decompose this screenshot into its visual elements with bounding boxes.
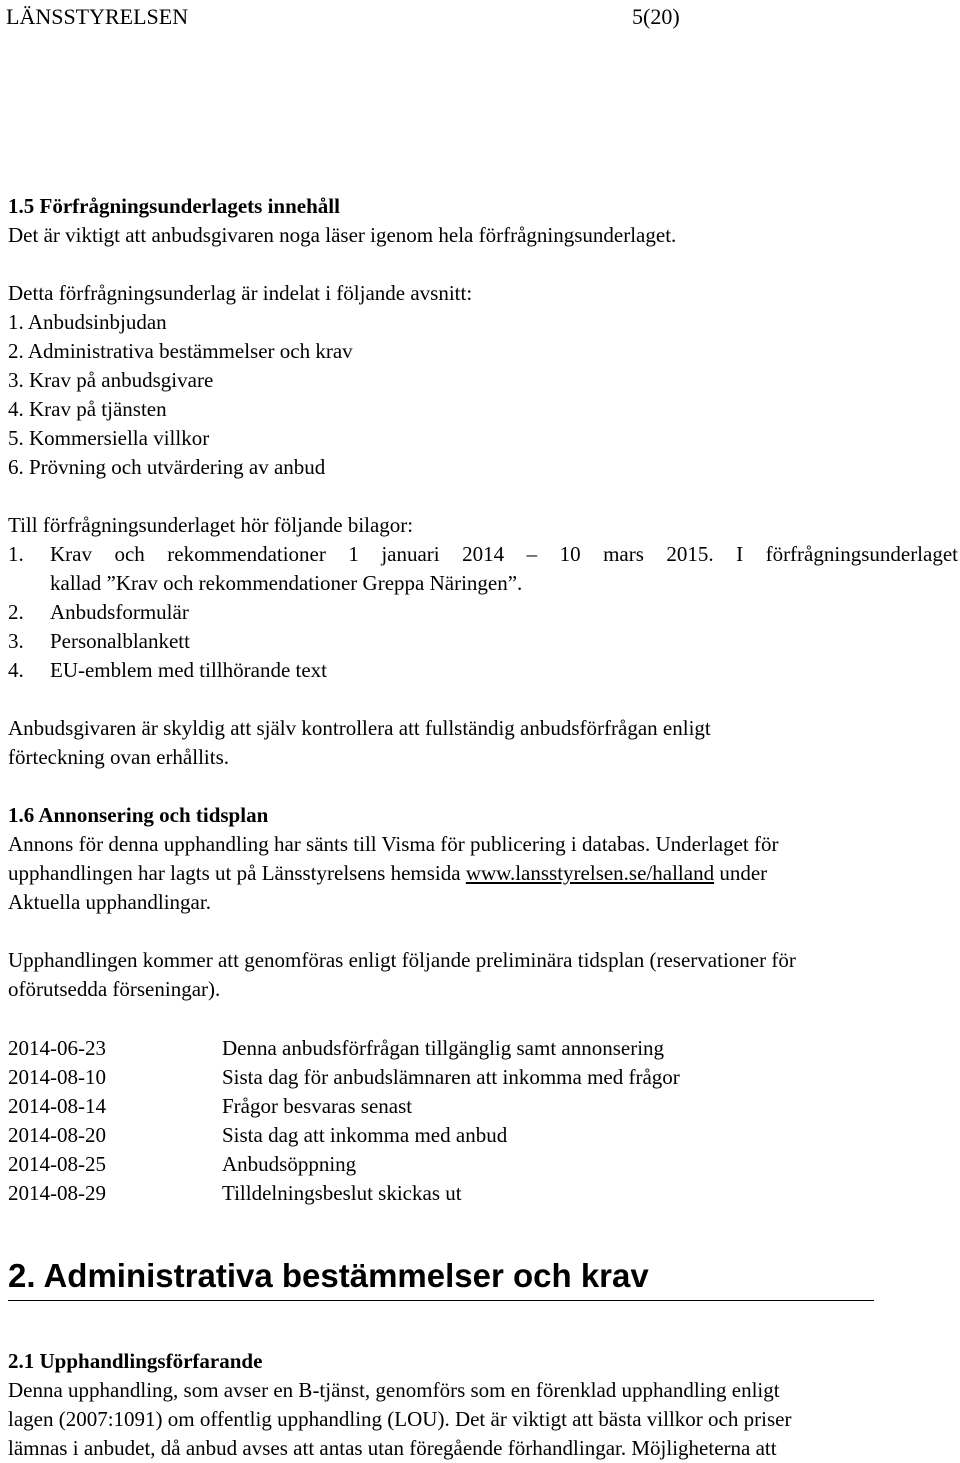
timeline-date: 2014-08-10 — [8, 1065, 106, 1089]
attachment-number: 4. — [8, 658, 24, 682]
chapter-divider — [8, 1300, 874, 1301]
timeline-event: Denna anbudsförfrågan tillgänglig samt annonsering — [222, 1036, 665, 1060]
attachment-text: Anbudsformulär — [50, 600, 189, 624]
check-statement: Anbudsgivaren är skyldig att själv kontrollera att fullständig anbudsförfrågan enligt — [8, 716, 711, 740]
timeline-date: 2014-08-25 — [8, 1152, 106, 1176]
section-list-item: 2. Administrativa bestämmelser och krav — [8, 339, 353, 363]
section-list-item: 4. Krav på tjänsten — [8, 397, 167, 421]
attachment-text: Krav och rekommendationer 1 januari 2014 – 10 mars 2015. I förfrågningsunderlaget — [50, 542, 958, 566]
check-statement-continued: förteckning ovan erhållits. — [8, 745, 230, 769]
header-org: LÄNSSTYRELSEN — [6, 4, 189, 29]
procedure-text: lagen (2007:1091) om offentlig upphandling (LOU). Det är viktigt att bästa villkor och priser — [8, 1407, 792, 1431]
attachments-intro: Till förfrågningsunderlaget hör följande bilagor: — [8, 513, 414, 537]
timeplan-intro-continued: oförutsedda förseningar). — [8, 977, 221, 1001]
procedure-text: lämnas i anbudet, då anbud avses att antas utan föregående förhandlingar. Möjligheterna att — [8, 1436, 777, 1460]
timeline-date: 2014-08-14 — [8, 1094, 106, 1118]
announcement-text-line2 — [8, 859, 767, 888]
attachment-text: EU-emblem med tillhörande text — [50, 658, 327, 682]
chapter-2-heading: 2. Administrativa bestämmelser och krav — [8, 1257, 649, 1294]
section-list-item: 5. Kommersiella villkor — [8, 426, 210, 450]
attachment-text: Personalblankett — [50, 629, 190, 653]
attachment-number: 3. — [8, 629, 24, 653]
header-page-number: 5(20) — [632, 4, 680, 29]
sections-intro: Detta förfrågningsunderlag är indelat i följande avsnitt: — [8, 281, 473, 305]
announcement-text-line3: Aktuella upphandlingar. — [8, 890, 211, 914]
timeline-event: Sista dag att inkomma med anbud — [222, 1123, 508, 1147]
section-1-5-heading: 1.5 Förfrågningsunderlagets innehåll — [8, 194, 340, 218]
timeline-event: Tilldelningsbeslut skickas ut — [222, 1181, 462, 1205]
timeline-date: 2014-08-20 — [8, 1123, 106, 1147]
attachment-number: 2. — [8, 600, 24, 624]
announcement-text-after-link: under — [714, 861, 768, 885]
section-2-1-heading: 2.1 Upphandlingsförfarande — [8, 1349, 263, 1373]
announcement-text-before-link: upphandlingen har lagts ut på Länsstyrelsens hemsida — [8, 861, 466, 885]
section-list-item: 3. Krav på anbudsgivare — [8, 368, 214, 392]
timeplan-intro: Upphandlingen kommer att genomföras enligt följande preliminära tidsplan (reservationer för — [8, 948, 796, 972]
section-1-6-heading: 1.6 Annonsering och tidsplan — [8, 803, 269, 827]
section-list-item: 6. Prövning och utvärdering av anbud — [8, 455, 326, 479]
timeline-event: Frågor besvaras senast — [222, 1094, 413, 1118]
procedure-text: Denna upphandling, som avser en B-tjänst, genomförs som en förenklad upphandling enligt — [8, 1378, 780, 1402]
attachment-text-continued: kallad ”Krav och rekommendationer Greppa Näringen”. — [50, 571, 523, 595]
timeline-event: Anbudsöppning — [222, 1152, 357, 1176]
announcement-text: Annons för denna upphandling har sänts till Visma för publicering i databas. Underlaget för — [8, 832, 779, 856]
section-list-item: 1. Anbudsinbjudan — [8, 310, 167, 334]
lansstyrelsen-website-link[interactable]: www.lansstyrelsen.se/halland — [465, 861, 715, 885]
attachment-number: 1. — [8, 542, 24, 566]
timeline-date: 2014-08-29 — [8, 1181, 106, 1205]
timeline-date: 2014-06-23 — [8, 1036, 106, 1060]
section-1-5-intro: Det är viktigt att anbudsgivaren noga läser igenom hela förfrågningsunderlaget. — [8, 223, 677, 247]
timeline-event: Sista dag för anbudslämnaren att inkomma med frågor — [222, 1065, 680, 1089]
